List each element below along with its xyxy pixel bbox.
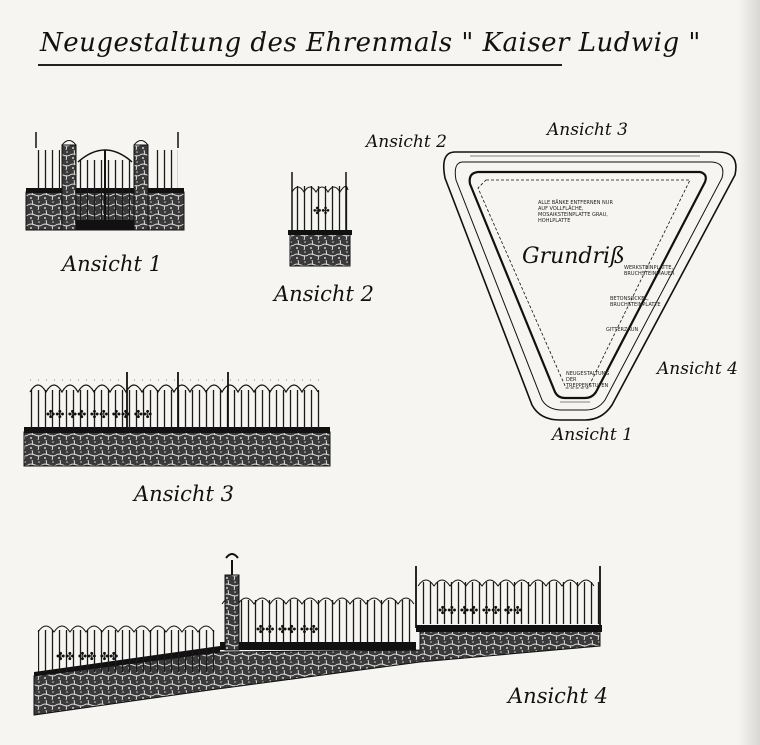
elevation-ansicht-1 xyxy=(26,132,184,230)
plan-label-top: Ansicht 3 xyxy=(547,120,628,140)
plan-note-right-3: GITTERZAUN xyxy=(606,327,639,333)
svg-text:✤✤ ✤✤ ✤✤: ✤✤ ✤✤ ✤✤ xyxy=(56,650,119,663)
plan-note-center: ALLE BÄNKE ENTFERNEN NUR AUF VOLLFLÄCHE, MOSAIKSTEINPLATTE GRAU, HOHLPLATTE xyxy=(538,200,613,224)
elevation-ansicht-3 xyxy=(24,372,330,466)
drawing-title: Neugestaltung des Ehrenmals " Kaiser Ludwig " xyxy=(40,28,701,58)
page-edge-shadow xyxy=(738,0,760,745)
plan-note-right-1: WERKSTEINPLATTE, BRUCHSTEINMAUER xyxy=(624,265,675,277)
svg-text:✤✤ ✤✤ ✤✤: ✤✤ ✤✤ ✤✤ xyxy=(256,623,319,636)
label-ansicht-3: Ansicht 3 xyxy=(134,482,234,506)
plan-title: Grundriß xyxy=(522,244,625,269)
elevation-ansicht-2 xyxy=(288,172,352,266)
svg-text:✤✤ ✤✤ ✤✤ ✤✤ ✤✤: ✤✤ ✤✤ ✤✤ ✤✤ ✤✤ xyxy=(46,408,153,421)
label-ansicht-1: Ansicht 1 xyxy=(62,252,162,276)
svg-text:✤✤ ✤✤ ✤✤ ✤✤: ✤✤ ✤✤ ✤✤ ✤✤ xyxy=(438,604,523,617)
plan-label-bottom: Ansicht 1 xyxy=(552,425,633,445)
plan-note-bottom: NEUGESTALTUNG DER TREPPENSTUFEN xyxy=(566,371,610,389)
plan-label-right: Ansicht 4 xyxy=(657,359,738,379)
label-ansicht-4: Ansicht 4 xyxy=(508,684,608,708)
label-ansicht-2: Ansicht 2 xyxy=(274,282,374,306)
plan-label-left: Ansicht 2 xyxy=(366,132,447,152)
svg-text:✤✤: ✤✤ xyxy=(313,206,330,217)
plan-note-right-2: BETONSOCKEL, BRUCHSTEINPLATTE xyxy=(610,296,661,308)
